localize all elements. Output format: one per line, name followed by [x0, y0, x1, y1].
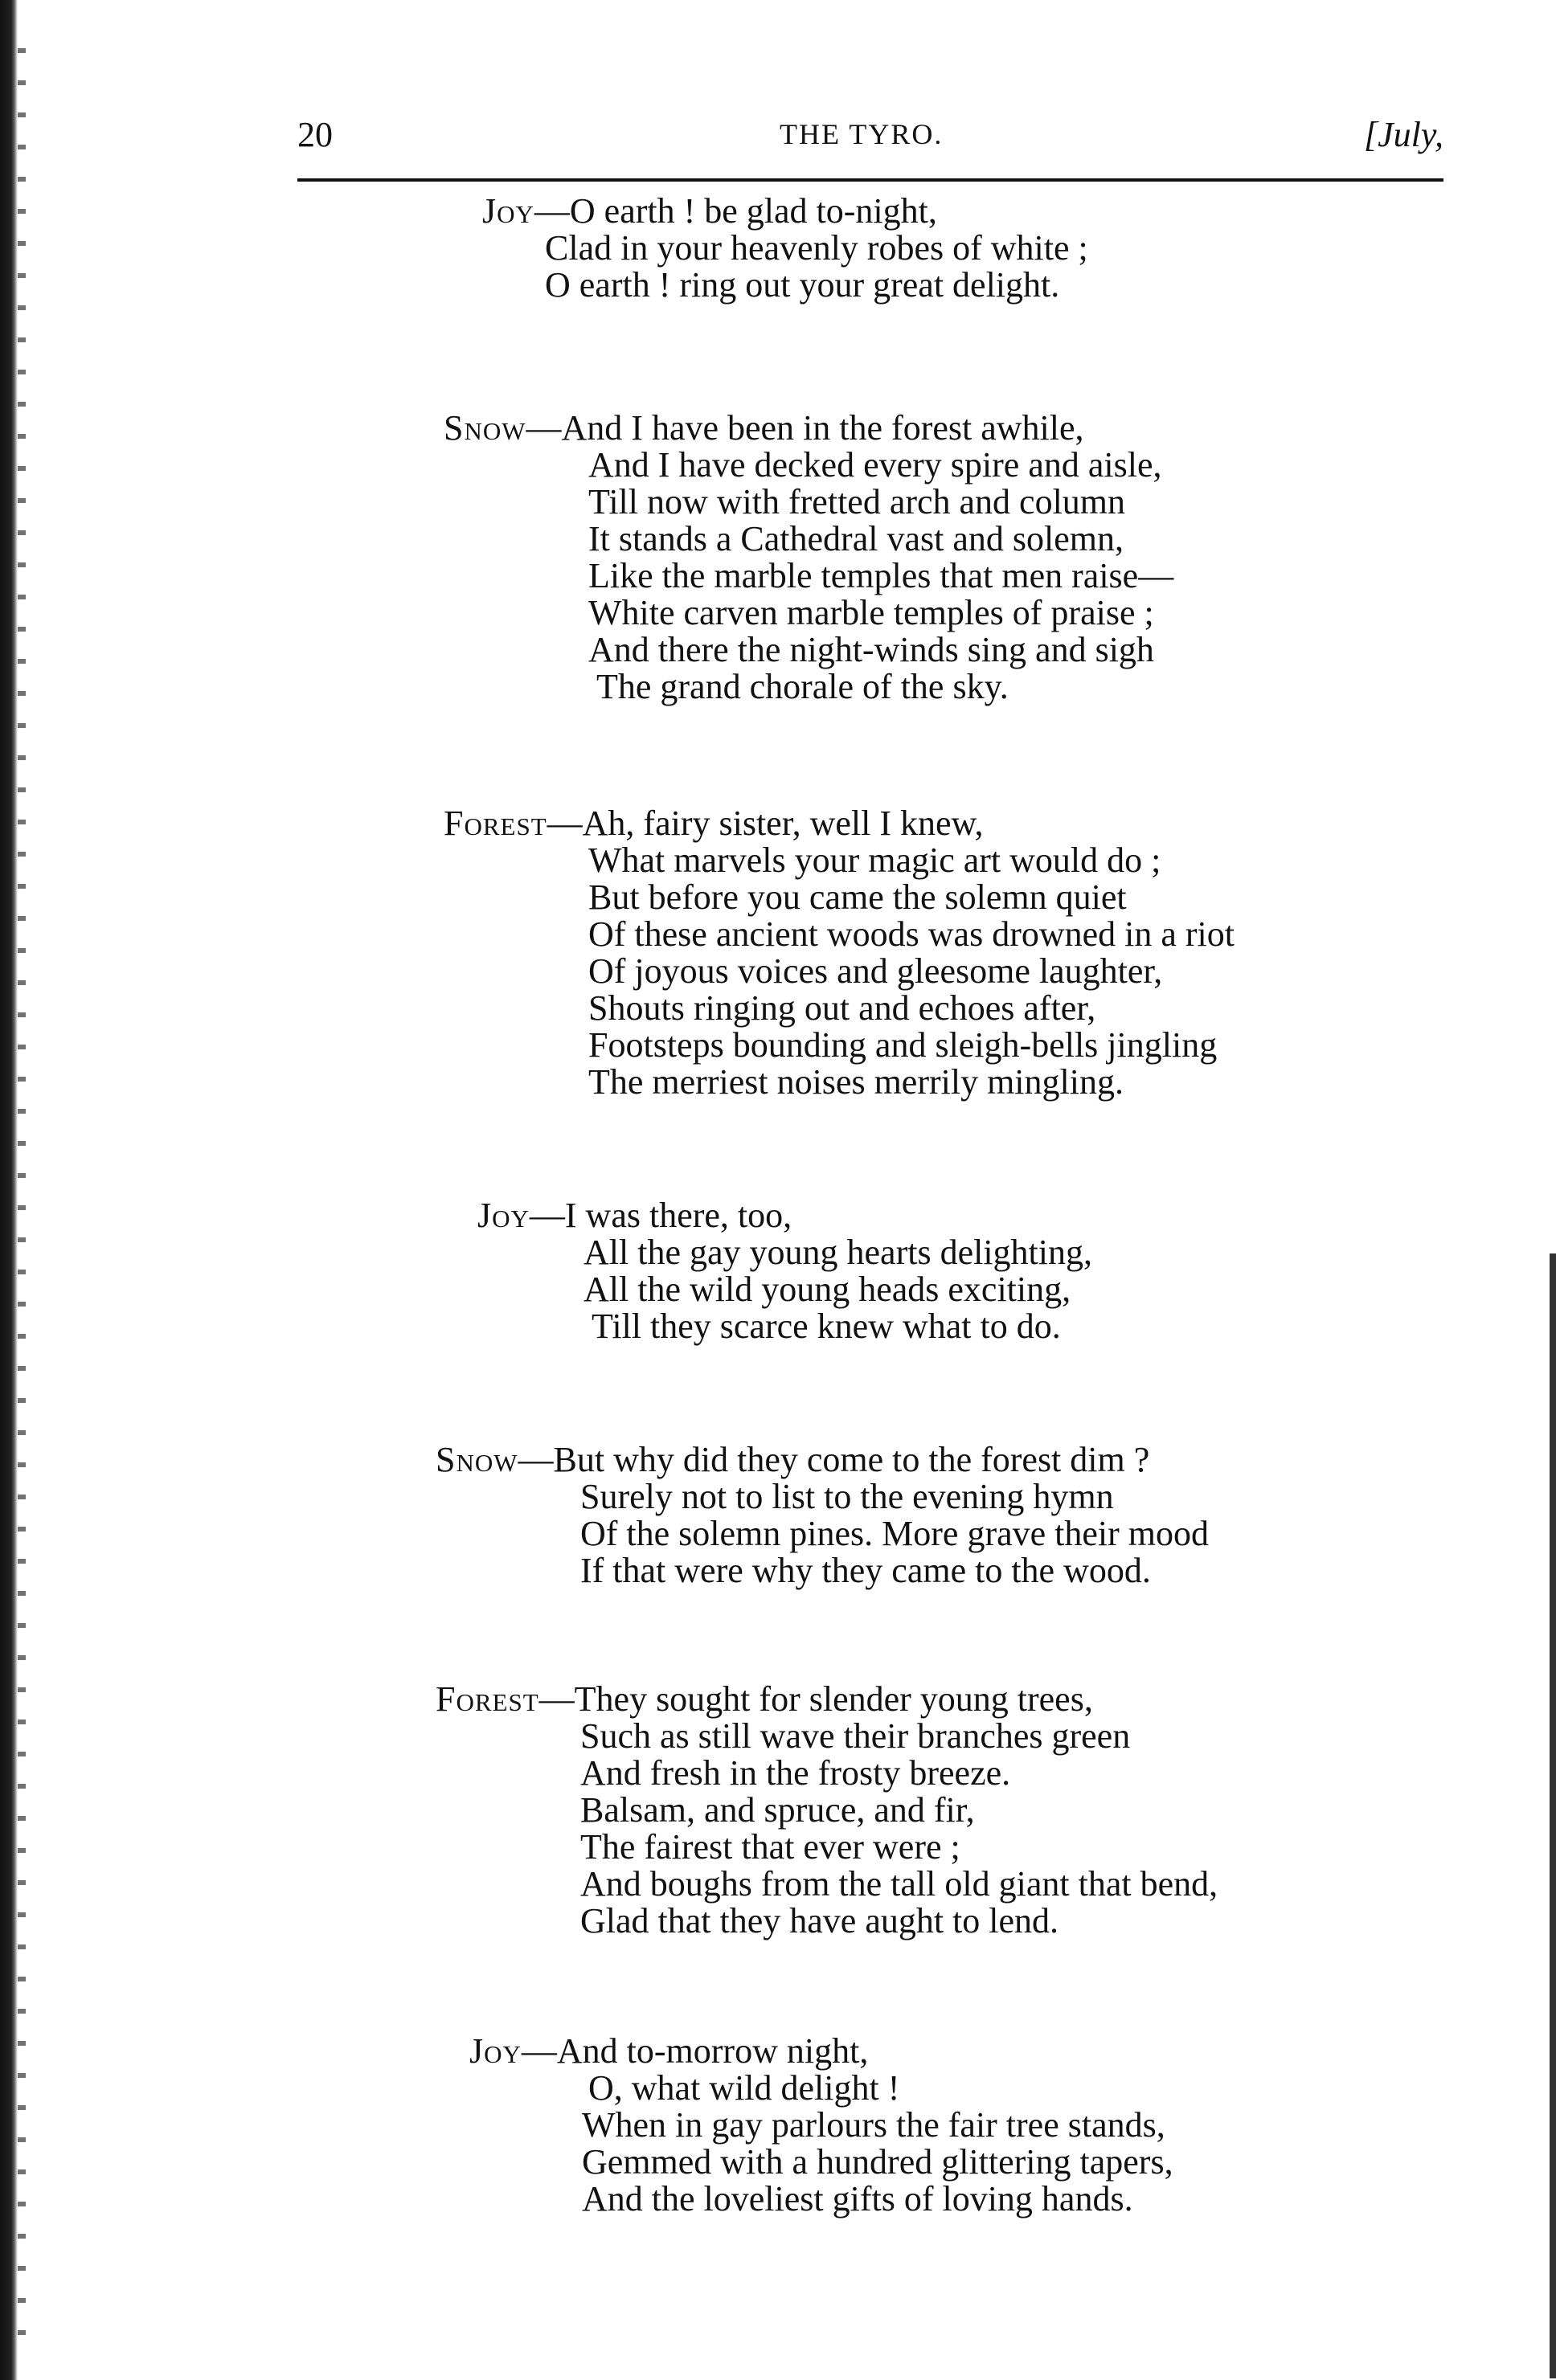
verse-line: Surely not to list to the evening hymn	[580, 1477, 1114, 1516]
verse-line: All the wild young heads exciting,	[584, 1270, 1071, 1309]
verse-line: Shouts ringing out and echoes after,	[588, 988, 1096, 1028]
verse-line: The merriest noises merrily mingling.	[588, 1062, 1124, 1102]
verse-line: Till they scarce knew what to do.	[592, 1307, 1061, 1346]
binding-edge	[0, 0, 18, 2380]
stanza-joy-1	[482, 193, 1088, 304]
stanza-snow-1	[444, 410, 1173, 705]
speaker-name: Forest	[436, 1679, 539, 1719]
verse-line: The grand chorale of the sky.	[596, 667, 1009, 706]
page-header	[297, 114, 1443, 166]
verse-line: When in gay parlours the fair tree stands,	[582, 2105, 1165, 2145]
header-rule	[297, 178, 1443, 182]
verse-line: Like the marble temples that men raise—	[588, 556, 1174, 595]
verse-line: Joy—I was there, too,	[477, 1196, 792, 1235]
speaker-name: Joy	[477, 1196, 530, 1235]
verse-line: If that were why they came to the wood.	[580, 1551, 1151, 1590]
verse-line: And the loveliest gifts of loving hands.	[582, 2179, 1133, 2218]
verse-line: Joy—And to-morrow night,	[469, 2031, 869, 2071]
verse-line: O earth ! ring out your great delight.	[545, 265, 1060, 305]
verse-line: But before you came the solemn quiet	[588, 877, 1127, 917]
running-title: THE TYRO.	[780, 118, 944, 150]
verse-line: And I have decked every spire and aisle,	[588, 445, 1162, 485]
verse-line: Of these ancient woods was drowned in a riot	[588, 914, 1235, 954]
verse-line: What marvels your magic art would do ;	[588, 840, 1161, 880]
speaker-name: Joy	[482, 191, 534, 231]
verse-line: And there the night-winds sing and sigh	[588, 630, 1154, 669]
verse-line: All the gay young hearts delighting,	[584, 1233, 1092, 1272]
verse-line: Snow—But why did they come to the forest dim ?	[436, 1440, 1150, 1479]
verse-line: Till now with fretted arch and column	[588, 482, 1126, 521]
speaker-name: Joy	[469, 2031, 522, 2071]
verse-line: Clad in your heavenly robes of white ;	[545, 228, 1088, 268]
page-edge-shadow	[1550, 1253, 1556, 2378]
stanza-snow-2	[436, 1441, 1209, 1589]
stanza-forest-2	[436, 1681, 1218, 1940]
verse-line: Forest—They sought for slender young trees,	[436, 1679, 1093, 1719]
verse-line: Of joyous voices and gleesome laughter,	[588, 951, 1163, 991]
verse-line: It stands a Cathedral vast and solemn,	[588, 519, 1124, 558]
verse-line: Balsam, and spruce, and fir,	[580, 1790, 975, 1830]
verse-line: And fresh in the frosty breeze.	[580, 1753, 1011, 1793]
stanza-joy-3	[469, 2033, 1173, 2218]
verse-line: Snow—And I have been in the forest awhile,	[444, 408, 1084, 448]
verse-line: Joy—O earth ! be glad to-night,	[482, 191, 937, 231]
speaker-name: Snow	[444, 408, 526, 448]
verse-line: And boughs from the tall old giant that bend,	[580, 1864, 1218, 1904]
verse-line: Gemmed with a hundred glittering tapers,	[582, 2142, 1173, 2182]
verse-line: Glad that they have aught to lend.	[580, 1901, 1059, 1940]
speaker-name: Forest	[444, 804, 547, 843]
verse-line: The fairest that ever were ;	[580, 1827, 960, 1867]
verse-line: White carven marble temples of praise ;	[588, 593, 1154, 632]
verse-line: Such as still wave their branches green	[580, 1716, 1131, 1756]
stanza-forest-1	[444, 805, 1235, 1101]
verse-line: Of the solemn pines. More grave their mood	[580, 1514, 1210, 1553]
month-label: [July,	[1364, 115, 1443, 154]
binding-shadow	[18, 48, 26, 2346]
verse-line: Footsteps bounding and sleigh-bells jingling	[588, 1025, 1218, 1065]
verse-line: Forest—Ah, fairy sister, well I knew,	[444, 804, 984, 843]
verse-line: O, what wild delight !	[588, 2068, 900, 2108]
page-number: 20	[297, 115, 333, 154]
speaker-name: Snow	[436, 1440, 518, 1479]
stanza-joy-2	[477, 1197, 1092, 1345]
